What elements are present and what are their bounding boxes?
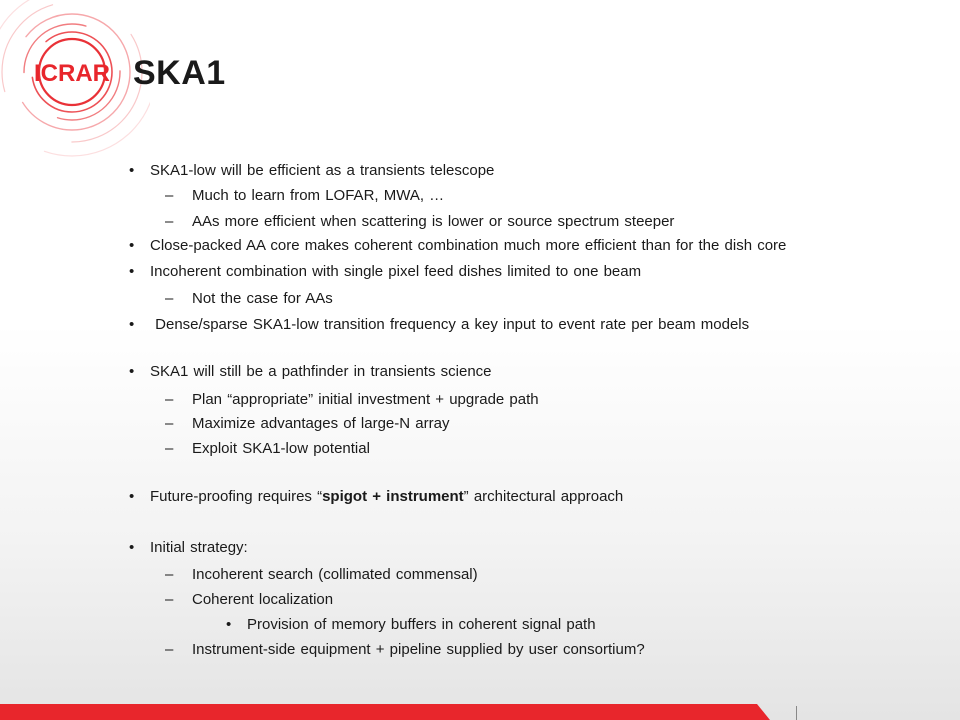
bullet-text-part: Future-proofing requires “ [150, 488, 323, 505]
sub-bullet-marker: – [165, 187, 174, 204]
sub-bullet-text: Much to learn from LOFAR, MWA, … [192, 187, 445, 204]
bullet-marker: • [129, 539, 135, 556]
sub-bullet-marker: – [165, 591, 174, 608]
sub-bullet-text: Exploit SKA1-low potential [192, 440, 370, 457]
sub-bullet-marker: – [165, 290, 174, 307]
sub-bullet-text: Not the case for AAs [192, 290, 333, 307]
bullet-marker: • [129, 363, 135, 380]
sub-bullet-marker: – [165, 566, 174, 583]
sub-bullet-text: Maximize advantages of large-N array [192, 415, 450, 432]
bullet-text: Initial strategy: [150, 539, 248, 556]
bullet-text: SKA1-low will be efficient as a transients telescope [150, 162, 495, 179]
bullet-marker: • [129, 263, 135, 280]
sub-bullet-text: Plan “appropriate” initial investment + upgrade path [192, 391, 539, 408]
icrar-logo [0, 0, 150, 170]
bullet-marker: • [129, 488, 135, 505]
sub-sub-bullet-text: Provision of memory buffers in coherent signal path [247, 616, 596, 633]
sub-bullet-text: AAs more efficient when scattering is lower or source spectrum steeper [192, 213, 675, 230]
sub-bullet-text: Instrument-side equipment + pipeline supplied by user consortium? [192, 641, 645, 658]
sub-bullet-marker: – [165, 213, 174, 230]
sub-sub-bullet-marker: • [226, 616, 232, 633]
bullet-text: Incoherent combination with single pixel feed dishes limited to one beam [150, 263, 642, 280]
sub-bullet-marker: – [165, 440, 174, 457]
bullet-text [150, 488, 623, 506]
bullet-marker: • [129, 237, 135, 254]
sub-bullet-marker: – [165, 391, 174, 408]
bullet-text-part: ” architectural approach [463, 488, 624, 505]
sub-bullet-marker: – [165, 415, 174, 432]
sub-bullet-text: Coherent localization [192, 591, 334, 608]
sub-bullet-marker: – [165, 641, 174, 658]
bullet-text: Close-packed AA core makes coherent combination much more efficient than for the dish core [150, 237, 787, 254]
bullet-marker: • [129, 316, 135, 333]
footer-divider [796, 706, 797, 720]
footer-accent-bar [0, 704, 770, 720]
bullet-marker: • [129, 162, 135, 179]
bullet-text: SKA1 will still be a pathfinder in transients science [150, 363, 492, 380]
logo-text: ICRAR [34, 60, 110, 87]
sub-bullet-text: Incoherent search (collimated commensal) [192, 566, 478, 583]
slide-title: SKA1 [133, 54, 226, 92]
bullet-text: Dense/sparse SKA1-low transition frequency a key input to event rate per beam models [150, 316, 750, 333]
bullet-text-bold: spigot + instrument [322, 488, 464, 505]
